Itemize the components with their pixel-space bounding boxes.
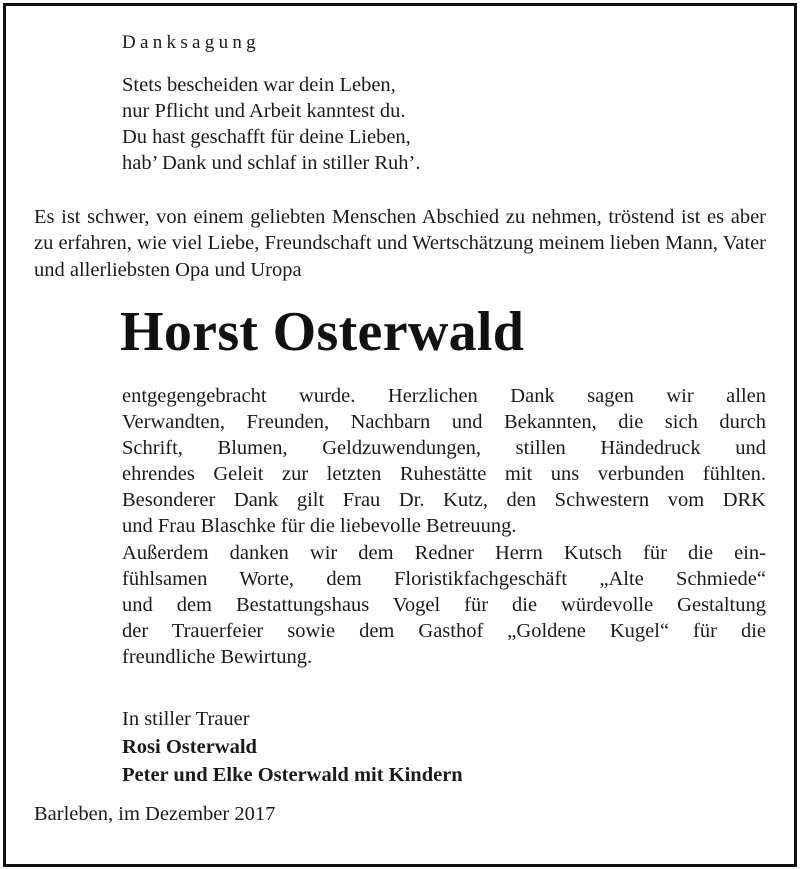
poem-line: Stets bescheiden war dein Leben, <box>122 74 396 96</box>
text-line: Besonderer Dank gilt Frau Dr. Kutz, den Schwestern vom DRK <box>122 489 766 512</box>
poem-line: nur Pflicht und Arbeit kanntest du. <box>122 100 406 122</box>
notice-heading: Danksagung <box>122 32 260 53</box>
signature-name: Peter und Elke Osterwald mit Kindern <box>122 764 463 786</box>
poem <box>122 72 421 176</box>
thanks-paragraph <box>122 383 766 670</box>
signature-block <box>122 705 463 789</box>
poem-line: Du hast geschafft für deine Lieben, <box>122 126 411 148</box>
text-line: Schrift, Blumen, Geldzuwendungen, stillen Händedruck und <box>122 437 766 460</box>
deceased-name: Horst Osterwald <box>120 301 525 363</box>
place-date: Barleben, im Dezember 2017 <box>34 803 276 825</box>
intro-paragraph: Es ist schwer, von einem geliebten Menschen Abschied zu nehmen, tröstend ist es aber zu erfahren, wie viel Liebe, Freundschaft und Wertschätzung meinem lieben Mann, Vater und allerliebsten Opa und Uropa <box>34 206 766 281</box>
text-line: fühlsamen Worte, dem Floristikfachgeschäft „Alte Schmiede“ <box>122 567 766 590</box>
signature-intro: In stiller Trauer <box>122 708 250 730</box>
text-line: Außerdem danken wir dem Redner Herrn Kutsch für die ein- <box>122 541 766 564</box>
text-line: ehrendes Geleit zur letzten Ruhestätte mit uns verbunden fühlten. <box>122 463 766 486</box>
text-line: freundliche Bewirtung. <box>122 645 313 668</box>
text-line: der Trauerfeier sowie dem Gasthof „Goldene Kugel“ für die <box>122 619 766 642</box>
text-line: und dem Bestattungshaus Vogel für die würdevolle Gestaltung <box>122 593 766 616</box>
signature-name: Rosi Osterwald <box>122 736 257 758</box>
poem-line: hab’ Dank und schlaf in stiller Ruh’. <box>122 152 421 174</box>
text-line: entgegengebracht wurde. Herzlichen Dank sagen wir allen <box>122 385 766 407</box>
text-line: Verwandten, Freunden, Nachbarn und Bekannten, die sich durch <box>122 411 766 434</box>
text-line: und Frau Blaschke für die liebevolle Betreuung. <box>122 515 517 538</box>
